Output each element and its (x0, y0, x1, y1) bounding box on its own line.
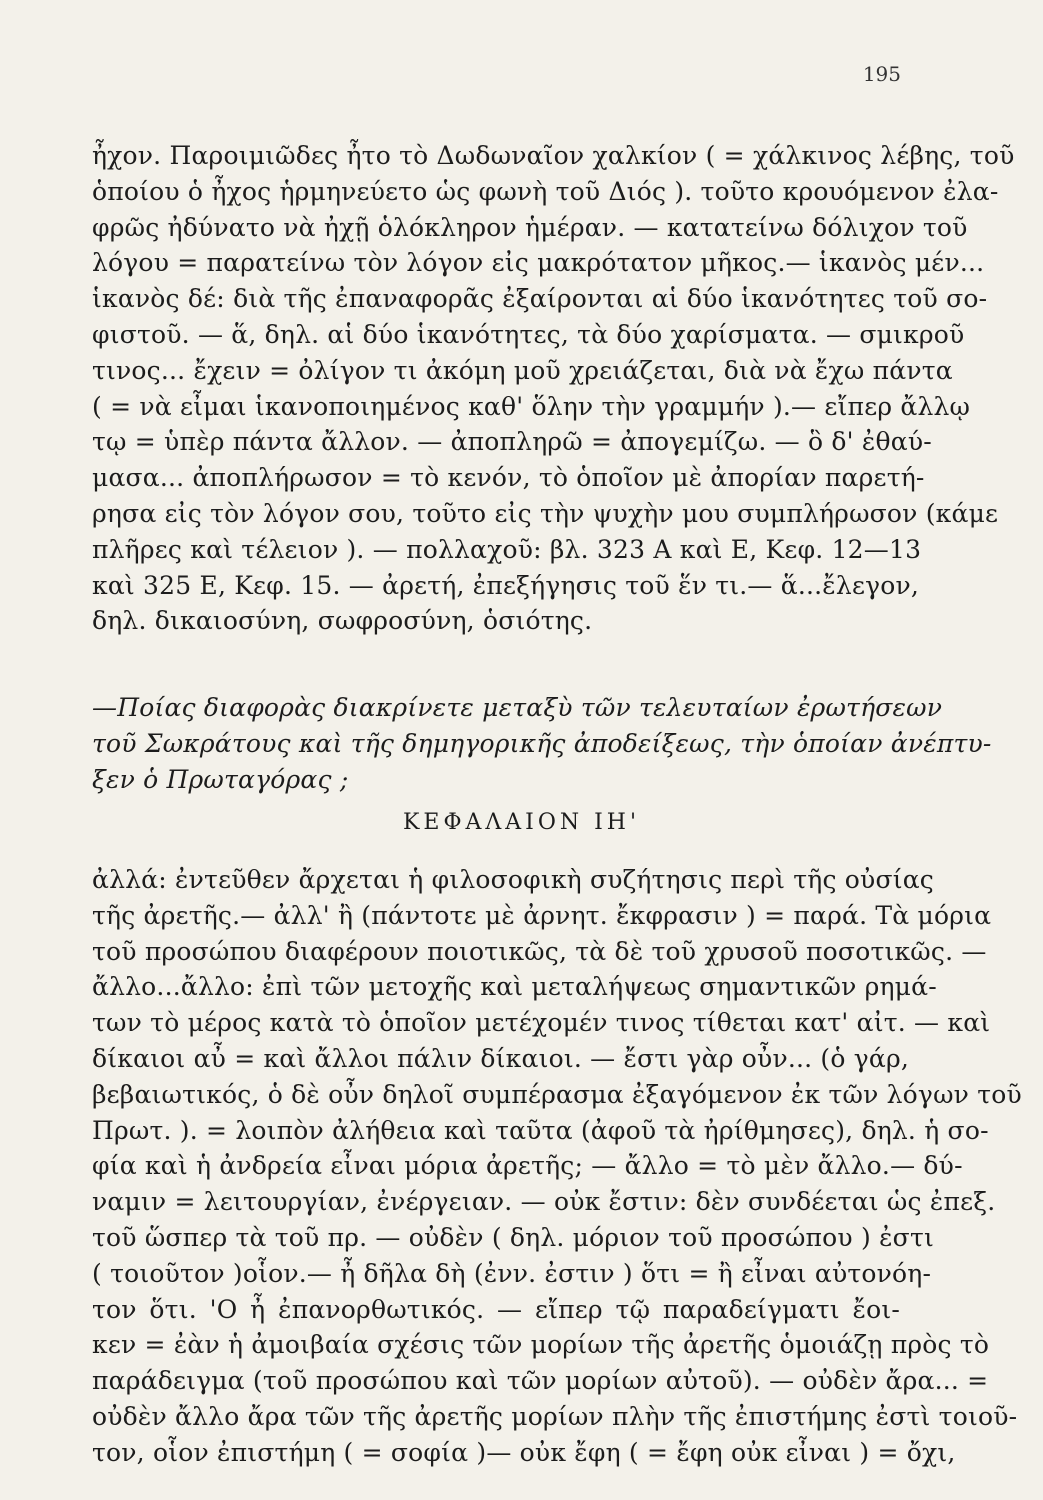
text-line: των τὸ μέρος κατὰ τὸ ὁποῖον μετέχομέν τινος τίθεται κατ' αἰτ. — καὶ (92, 1008, 991, 1038)
text-line: τον ὅτι. 'Ο ἦ ἐπανορθωτικός. — εἴπερ τῷ παραδείγματι ἔοι- (92, 1294, 900, 1324)
text-line: φρῶς ἠδύνατο νὰ ἠχῇ ὁλόκληρον ἡμέραν. — κατατείνω δόλιχον τοῦ (92, 212, 968, 242)
text-line: ὁποίου ὁ ἦχος ἡρμηνεύετο ὡς φωνὴ τοῦ Διός ). τοῦτο κρουόμενον ἐλα- (92, 176, 999, 206)
chapter-heading: ΚΕΦΑΛΑΙΟΝ ΙΗ' (402, 810, 641, 835)
text-line: ναμιν = λειτουργίαν, ἐνέργειαν. — οὐκ ἔστιν: δὲν συνδέεται ὡς ἐπεξ. (92, 1187, 996, 1217)
text-line: τον, οἷον ἐπιστήμη ( = σοφία )— οὐκ ἔφη ( = ἔφη οὐκ εἶναι ) = ὄχι, (92, 1437, 956, 1467)
text-line: ( = νὰ εἶμαι ἱκανοποιημένος καθ' ὅλην τὴν γραμμήν ).— εἴπερ ἄλλῳ (92, 391, 971, 421)
question-line: ξεν ὁ Πρωταγόρας ; (92, 764, 349, 794)
text-line: παράδειγμα (τοῦ προσώπου καὶ τῶν μορίων αὐτοῦ). — οὐδὲν ἄρα... = (92, 1366, 989, 1396)
text-line: ἄλλο...ἄλλο: ἐπὶ τῶν μετοχῆς καὶ μεταλήψεως σημαντικῶν ρημά- (92, 972, 937, 1002)
study-question (92, 690, 992, 797)
text-line: ἀλλά: ἐντεῦθεν ἄρχεται ἡ φιλοσοφικὴ συζήτησις περὶ τῆς οὐσίας (92, 865, 935, 894)
text-line: τοῦ προσώπου διαφέρουν ποιοτικῶς, τὰ δὲ τοῦ χρυσοῦ ποσοτικῶς. — (92, 936, 987, 966)
text-line: τῳ = ὑπὲρ πάντα ἄλλον. — ἀποπληρῶ = ἀπογεμίζω. — ὃ δ' ἐθαύ- (92, 427, 932, 457)
text-line: τῆς ἀρετῆς.— ἀλλ' ἢ (πάντοτε μὲ ἀρνητ. ἔκφρασιν ) = παρά. Τὰ μόρια (92, 900, 992, 930)
text-line: ( τοιοῦτον )οἷον.— ἦ δῆλα δὴ (ἐνν. ἐστιν ) ὅτι = ἢ εἶναι αὐτονόη- (92, 1258, 932, 1288)
text-line: βεβαιωτικός, ὁ δὲ οὖν δηλοῖ συμπέρασμα ἐξαγόμενον ἐκ τῶν λόγων τοῦ (92, 1079, 1022, 1109)
text-line: ρησα εἰς τὸν λόγον σου, τοῦτο εἰς τὴν ψυχὴν μου συμπλήρωσον (κάμε (92, 498, 999, 528)
text-line: τοῦ ὥσπερ τὰ τοῦ πρ. — οὐδὲν ( δηλ. μόριον τοῦ προσώπου ) ἐστι (92, 1222, 934, 1252)
text-line: ἱκανὸς δέ: διὰ τῆς ἐπαναφορᾶς ἐξαίρονται αἱ δύο ἱκανότητες τοῦ σο- (92, 284, 988, 314)
text-line: λόγου = παρατείνω τὸν λόγον εἰς μακρότατον μῆκος.— ἱκανὸς μέν... (92, 248, 985, 278)
text-line: καὶ 325 Ε, Κεφ. 15. — ἀρετή, ἐπεξήγησις τοῦ ἕν τι.— ἅ...ἔλεγον, (92, 570, 920, 600)
commentary-block-bottom (92, 862, 1022, 1471)
text-line: μασα... ἀποπλήρωσον = τὸ κενόν, τὸ ὁποῖον μὲ ἀπορίαν παρετή- (92, 463, 925, 493)
question-line: —Ποίας διαφορὰς διακρίνετε μεταξὺ τῶν τελευταίων ἐρωτήσεων (92, 693, 943, 722)
text-line: πλῆρες καὶ τέλειον ). — πολλαχοῦ: βλ. 323 Α καὶ Ε, Κεφ. 12—13 (92, 534, 922, 564)
text-line: φία καὶ ἡ ἀνδρεία εἶναι μόρια ἀρετῆς; — ἄλλο = τὸ μὲν ἄλλο.— δύ- (92, 1151, 963, 1181)
page-number: 195 (862, 62, 901, 86)
text-line: φιστοῦ. — ἅ, δηλ. αἱ δύο ἱκανότητες, τὰ δύο χαρίσματα. — σμικροῦ (92, 319, 965, 349)
text-line: Πρωτ. ). = λοιπὸν ἀλήθεια καὶ ταῦτα (ἀφοῦ τὰ ἠρίθμησες), δηλ. ἡ σο- (92, 1115, 989, 1145)
text-line: κεν = ἐὰν ἡ ἀμοιβαία σχέσις τῶν μορίων τῆς ἀρετῆς ὁμοιάζῃ πρὸς τὸ (92, 1330, 990, 1360)
text-line: τινος... ἔχειν = ὀλίγον τι ἀκόμη μοῦ χρειάζεται, διὰ νὰ ἔχω πάντα (92, 355, 953, 385)
text-line: οὐδὲν ἄλλο ἄρα τῶν τῆς ἀρετῆς μορίων πλὴν τῆς ἐπιστήμης ἐστὶ τοιοῦ- (92, 1401, 1018, 1431)
text-line: δίκαιοι αὖ = καὶ ἄλλοι πάλιν δίκαιοι. — ἔστι γὰρ οὖν... (ὁ γάρ, (92, 1043, 910, 1073)
text-line: δηλ. δικαιοσύνη, σωφροσύνη, ὁσιότης. (92, 606, 593, 636)
text-line: ἦχον. Παροιμιῶδες ἦτο τὸ Δωδωναῖον χαλκίον ( = χάλκινος λέβης, τοῦ (92, 141, 1015, 170)
commentary-block-top (92, 138, 1015, 639)
question-line: τοῦ Σωκράτους καὶ τῆς δημηγορικῆς ἀποδείξεως, τὴν ὁποίαν ἀνέπτυ- (92, 728, 992, 758)
